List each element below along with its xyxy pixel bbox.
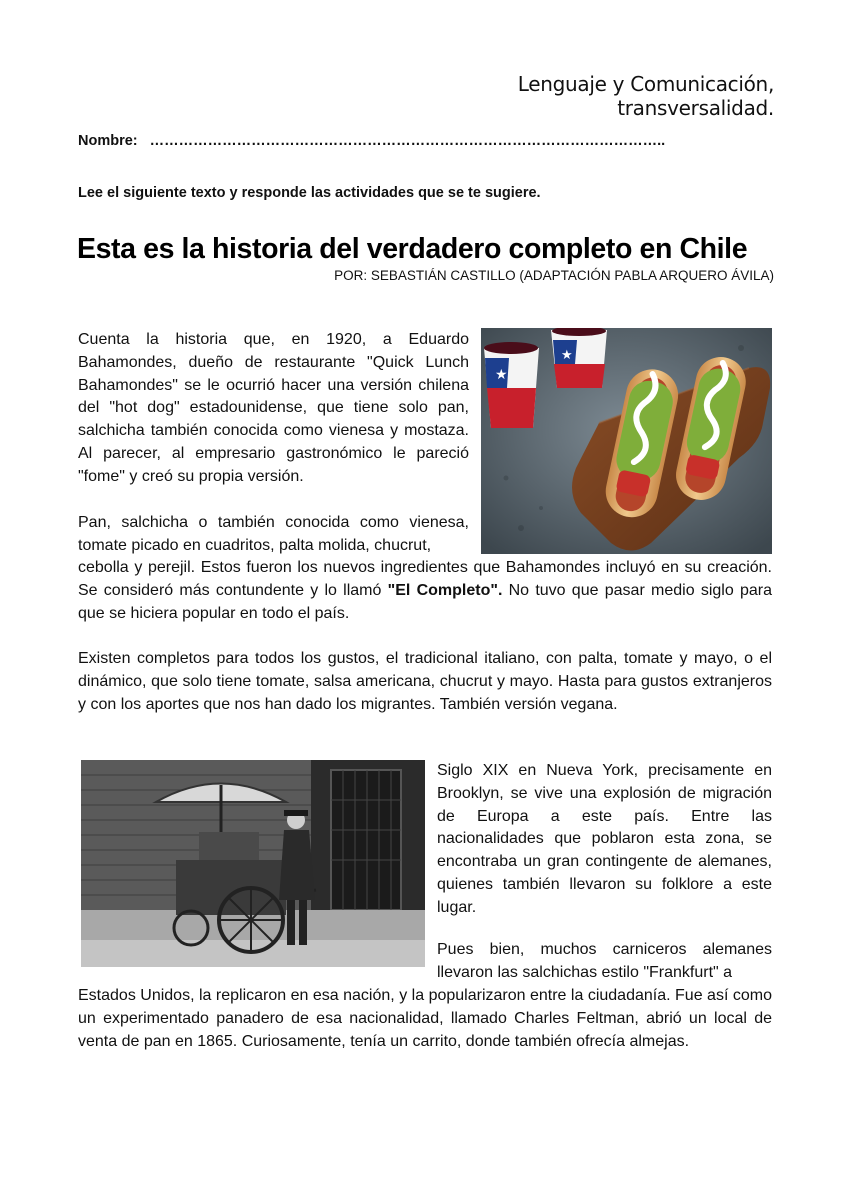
paragraph-5b: Estados Unidos, la replicaron en esa nación, y la popularizaron entre la ciudadanía. Fue así como un experimentado panadero de esa nacionalidad, llamado Charles Feltman, abrió un local de venta de pan en 1865. Curiosamente, tenía un carrito, donde también ofrecía almejas. (78, 987, 772, 1050)
paragraph-2b (78, 557, 772, 625)
chile-flag-cup-left (484, 342, 539, 428)
article-title: Esta es la historia del verdadero completo en Chile (77, 233, 748, 265)
name-field (78, 133, 665, 149)
vintage-hotdog-cart-photo (81, 760, 425, 967)
paragraph-1: Cuenta la historia que, en 1920, a Eduardo Bahamondes, dueño de restaurante "Quick Lunch Bahamondes" se le ocurrió hacer una versión chilena del "hot dog" estadounidense, que tiene solo pan, salchicha también conocida como vienesa y mostaza. Al parecer, al empresario gastronómico le pareció "fome" y creó su propia versión. (78, 331, 469, 485)
el-completo-bold: "El Completo". (387, 581, 503, 599)
instruction: Lee el siguiente texto y responde las actividades que se te sugiere. (78, 185, 541, 201)
article-byline: POR: SEBASTIÁN CASTILLO (ADAPTACIÓN PABLA ARQUERO ÁVILA) (334, 268, 774, 283)
paragraph-2b-text: cebolla y perejil. Estos fueron los nuevos ingredientes que Bahamondes incluyó en su creación. Se consideró más contundente y lo llamó (78, 559, 772, 599)
name-label: Nombre: (78, 133, 138, 149)
svg-text:★: ★ (495, 367, 508, 383)
svg-text:★: ★ (561, 348, 573, 363)
subject-header: Lenguaje y Comunicación, transversalidad. (517, 72, 774, 120)
paragraph-5a: Pues bien, muchos carniceros alemanes llevaron las salchichas estilo "Frankfurt" a (437, 941, 772, 981)
completo-hotdogs-photo (481, 328, 772, 554)
paragraph-3: Existen completos para todos los gustos, el tradicional italiano, con palta, tomate y mayo, o el dinámico, que solo tiene tomate, salsa americana, chucrut y mayo. Hasta para gustos extranjeros y con los aportes que nos han dado los migrantes. También versión vegana. (78, 650, 772, 713)
paragraph-2b-end: No tuvo que pasar medio siglo para que se hiciera popular en todo el país. (78, 581, 773, 622)
chile-flag-cup-right (551, 328, 607, 388)
name-blank-line: …………………………………………………………………………………………….. (149, 133, 666, 149)
paragraph-2a: Pan, salchicha o también conocida como vienesa, tomate picado en cuadritos, palta molida, chucrut, (78, 514, 469, 554)
paragraph-4: Siglo XIX en Nueva York, precisamente en Brooklyn, se vive una explosión de migración de Europa a este país. Entre las nacionalidades que poblaron esta zona, se encontraba un gran contingente de alemanes, quienes también llevaron su folklore a este lugar. (437, 762, 772, 916)
